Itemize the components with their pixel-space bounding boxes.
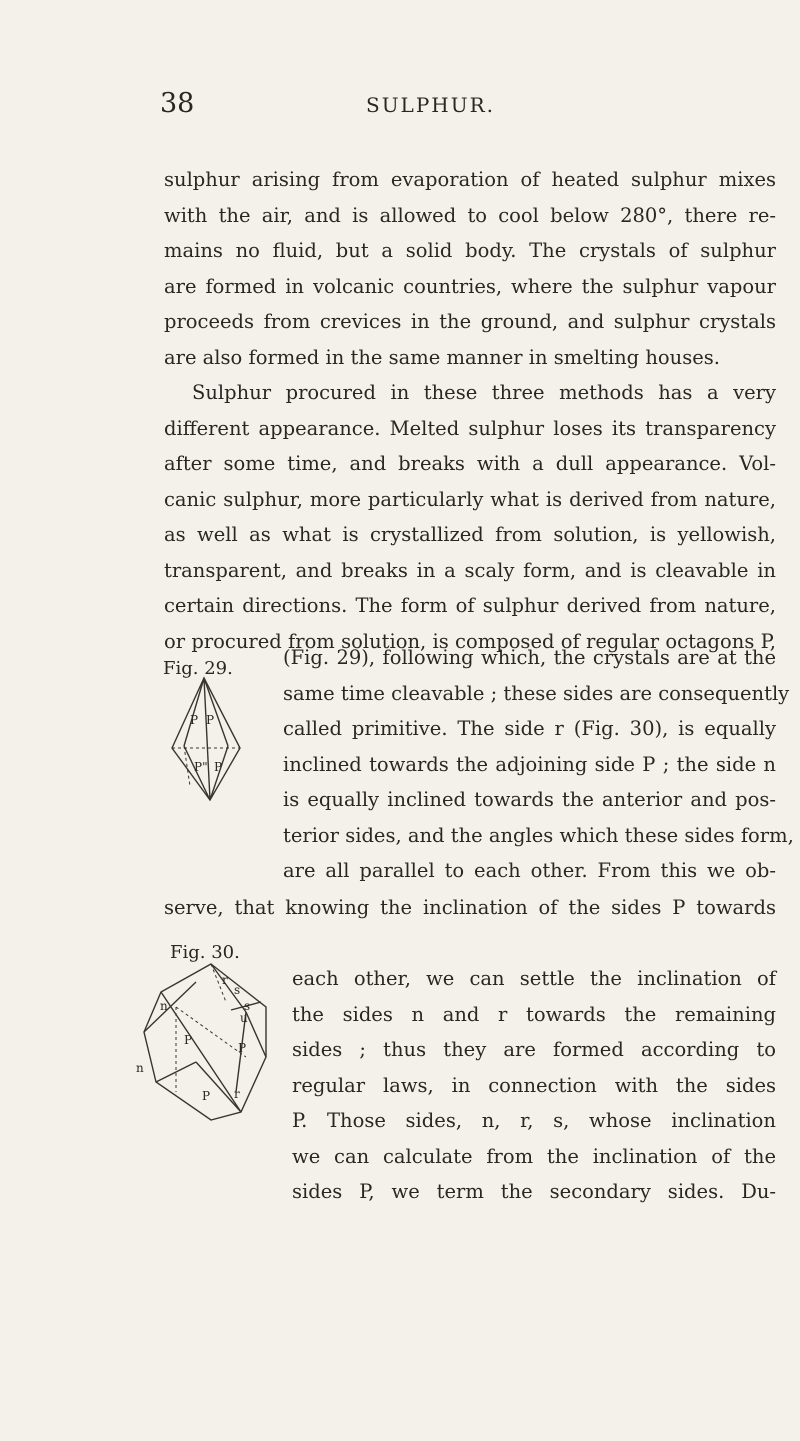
fig-29-label: P (190, 713, 199, 727)
text-line: P. Those sides, n, r, s, whose inclination (292, 1109, 776, 1132)
text-line: terior sides, and the angles which these sides form, (283, 823, 794, 847)
text-line: we can calculate from the inclination of the (292, 1144, 776, 1168)
page-number: 38 (160, 88, 195, 119)
crystal-outline (172, 678, 240, 800)
fig-30-label: n (136, 1061, 144, 1075)
text-line: is equally inclined towards the anterior and pos- (283, 788, 776, 811)
crystal-edge (204, 678, 228, 746)
paragraph-1 (164, 162, 776, 375)
fig-30-label: P (184, 1033, 193, 1047)
text-line: Sulphur procured in these three methods has a very (192, 381, 776, 404)
fig-30-label: n (160, 999, 168, 1013)
fig-30-label: u (240, 1011, 248, 1025)
running-head: SULPHUR. (366, 93, 496, 117)
crystal-edge (184, 678, 204, 746)
text-line: each other, we can settle the inclination of (292, 967, 776, 990)
fig-30-label: P (202, 1089, 211, 1103)
fig-30-label: r (222, 973, 228, 987)
fig-30-label: s (234, 983, 241, 997)
text-line: as well as what is crystallized from solution, is yellowish, (164, 523, 776, 546)
text-line: after some time, and breaks with a dull appearance. Vol- (164, 452, 776, 475)
text-line: regular laws, in connection with the sides (292, 1073, 776, 1097)
fig-29-crystal-drawing (170, 676, 250, 806)
text-line: serve, that knowing the inclination of the sides P towards (164, 896, 776, 919)
text-line: are also formed in the same manner in smelting houses. (164, 345, 720, 369)
fig-29-caption: Fig. 29. (163, 658, 233, 679)
fig-29-label: P" (194, 760, 208, 774)
text-line: or procured from solution, is composed of regular octagons P, (164, 629, 776, 653)
crystal-edge (144, 982, 196, 1032)
page-header (0, 88, 800, 128)
text-line: are all parallel to each other. From this we ob- (283, 859, 776, 882)
text-line: transparent, and breaks in a scaly form, and is cleavable in (164, 558, 776, 582)
text-line: certain directions. The form of sulphur derived from nature, (164, 594, 776, 617)
text-line: called primitive. The side r (Fig. 30), is equally (283, 717, 776, 740)
text-line: sides ; thus they are formed according to (292, 1038, 776, 1061)
fig-30-caption: Fig. 30. (170, 942, 240, 963)
paragraph-2 (164, 375, 776, 659)
fig-30-label: s (244, 999, 251, 1013)
text-line: sulphur arising from evaporation of heated sulphur mixes (164, 168, 776, 191)
fig-29-label: P (214, 760, 223, 774)
fig-30-label: r (234, 1087, 240, 1101)
text-line: proceeds from crevices in the ground, and sulphur crystals (164, 310, 776, 333)
text-line: sides P, we term the secondary sides. Du- (292, 1180, 776, 1203)
text-line: with the air, and is allowed to cool below 280°, there re- (164, 203, 776, 227)
full-width-line (164, 890, 776, 926)
text-line: the sides n and r towards the remaining (292, 1002, 776, 1026)
text-line: mains no fluid, but a solid body. The crystals of sulphur (164, 239, 776, 262)
fig-30-side-text (292, 961, 776, 1210)
crystal-edge (204, 678, 210, 800)
fig-29-side-text (283, 640, 794, 889)
text-line: (Fig. 29), following which, the crystals are at the (283, 646, 776, 669)
crystal-edge (246, 1012, 266, 1057)
text-line: same time cleavable ; these sides are consequently (283, 681, 790, 705)
fig-30-crystal-drawing (136, 962, 286, 1122)
text-line: are formed in volcanic countries, where the sulphur vapour (164, 274, 776, 298)
text-line: inclined towards the adjoining side P ; the side n (283, 752, 776, 776)
hidden-edge (176, 1007, 246, 1057)
fig-30-label: P (238, 1041, 247, 1055)
fig-29-label: P (206, 713, 215, 727)
text-line: canic sulphur, more particularly what is derived from nature, (164, 487, 776, 511)
text-line: different appearance. Melted sulphur loses its transparency (164, 416, 776, 440)
